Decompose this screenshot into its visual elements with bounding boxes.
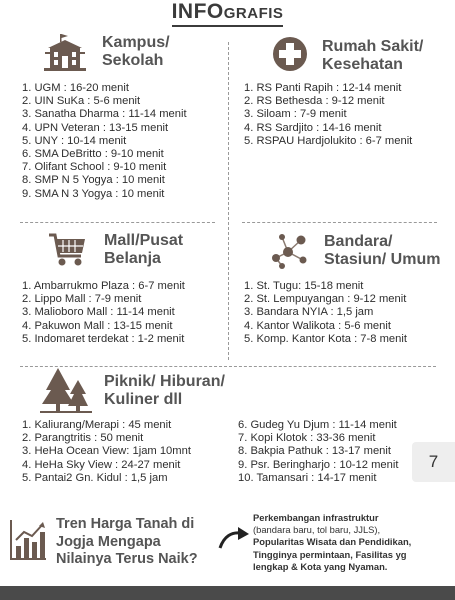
list-item: 4. HeHa Sky View : 24-27 menit bbox=[22, 458, 181, 471]
list-item: 4. UPN Veteran : 13-15 menit bbox=[22, 121, 169, 134]
list-item: 1. Kaliurang/Merapi : 45 menit bbox=[22, 419, 172, 431]
footer-question: Tren Harga Tanah di Jogja Mengapa Nilainya Terus Naik? bbox=[56, 516, 198, 567]
list-item: 1. UGM : 16-20 menit bbox=[22, 82, 129, 94]
list-item: 2. St. Lempuyangan : 9-12 menit bbox=[244, 293, 407, 306]
list-item: 8. SMP N 5 Yogya : 10 menit bbox=[22, 174, 165, 187]
curved-arrow-icon bbox=[218, 526, 250, 550]
list-item: 9. Psr. Beringharjo : 10-12 menit bbox=[238, 458, 399, 471]
mall-list bbox=[22, 280, 185, 346]
list-item: 9. SMA N 3 Yogya : 10 menit bbox=[22, 187, 165, 200]
list-item: 7. Kopi Klotok : 33-36 menit bbox=[238, 432, 376, 445]
list-item: 3. Siloam : 7-9 menit bbox=[244, 108, 347, 121]
rumah-sakit-list bbox=[244, 82, 412, 148]
row-divider-left bbox=[20, 222, 215, 223]
list-item: 6. SMA DeBritto : 9-10 menit bbox=[22, 148, 164, 161]
footer bbox=[0, 504, 455, 600]
kampus-header bbox=[44, 32, 170, 72]
footer-bar bbox=[0, 586, 455, 600]
list-item: 1. Ambarrukmo Plaza : 6-7 menit bbox=[22, 280, 185, 292]
list-item: 5. Komp. Kantor Kota : 7-8 menit bbox=[244, 332, 407, 345]
list-item: 10. Tamansari : 14-17 menit bbox=[238, 471, 377, 484]
list-item: 2. Lippo Mall : 7-9 menit bbox=[22, 293, 142, 306]
trees-icon bbox=[40, 366, 92, 414]
row-divider-right bbox=[242, 222, 437, 223]
list-item: 8. Bakpia Pathuk : 13-17 menit bbox=[238, 445, 391, 458]
list-item: 4. Pakuwon Mall : 13-15 menit bbox=[22, 319, 173, 332]
rumah-sakit-header bbox=[272, 34, 423, 74]
shopping-cart-icon bbox=[48, 232, 86, 268]
list-item: 5. UNY : 10-14 menit bbox=[22, 134, 127, 147]
title-prefix: INFO bbox=[171, 0, 224, 23]
mall-title: Mall/Pusat Belanja bbox=[104, 232, 184, 267]
list-item: 4. Kantor Walikota : 5-6 menit bbox=[244, 319, 391, 332]
page-title bbox=[0, 0, 455, 27]
piknik-list-left bbox=[22, 419, 191, 485]
list-item: 2. RS Bethesda : 9-12 menit bbox=[244, 95, 385, 108]
list-item: 5. Indomaret terdekat : 1-2 menit bbox=[22, 332, 185, 345]
list-item: 1. St. Tugu: 15-18 menit bbox=[244, 280, 364, 292]
column-divider bbox=[228, 42, 229, 360]
piknik-list-right bbox=[238, 419, 398, 485]
list-item: 5. RSPAU Hardjolukito : 6-7 menit bbox=[244, 134, 413, 147]
piknik-header bbox=[40, 366, 225, 414]
kampus-title: Kampus/ Sekolah bbox=[102, 34, 170, 69]
list-item: 2. UIN SuKa : 5-6 menit bbox=[22, 95, 141, 108]
list-item: 3. Malioboro Mall : 11-14 menit bbox=[22, 306, 175, 319]
bandara-title: Bandara/ Stasiun/ Umum bbox=[324, 233, 441, 268]
list-item: 1. RS Panti Rapih : 12-14 menit bbox=[244, 82, 402, 94]
mall-header bbox=[48, 232, 183, 268]
title-suffix: GRAFIS bbox=[223, 5, 284, 22]
bandara-header bbox=[268, 232, 440, 270]
kampus-list bbox=[22, 82, 187, 201]
page-number: 7 bbox=[412, 442, 455, 482]
list-item: 3. Sanatha Dharma : 11-14 menit bbox=[22, 108, 187, 121]
chart-growth-icon bbox=[10, 520, 46, 560]
piknik-title: Piknik/ Hiburan/ Kuliner dll bbox=[104, 373, 225, 408]
bandara-list bbox=[244, 280, 407, 346]
list-item: 4. RS Sardjito : 14-16 menit bbox=[244, 121, 382, 134]
rumah-sakit-title: Rumah Sakit/ Kesehatan bbox=[322, 38, 424, 73]
list-item: 7. Olifant School : 9-10 menit bbox=[22, 161, 167, 174]
list-item: 3. Bandara NYIA : 1,5 jam bbox=[244, 306, 374, 319]
network-icon bbox=[268, 232, 310, 270]
school-icon bbox=[44, 32, 86, 72]
medical-cross-icon bbox=[272, 36, 308, 72]
list-item: 3. HeHa Ocean View: 1jam 10mnt bbox=[22, 445, 191, 458]
list-item: 2. Parangtritis : 50 menit bbox=[22, 432, 144, 445]
list-item: 6. Gudeg Yu Djum : 11-14 menit bbox=[238, 419, 397, 431]
footer-answer: Perkembangan infrastruktur (bandara baru, tol baru, JJLS), Popularitas Wisata dan Pendidikan, Tingginya permintaan, Fasilitas yg lengkap & Kota yang Nyaman. bbox=[253, 512, 412, 572]
list-item: 5. Pantai2 Gn. Kidul : 1,5 jam bbox=[22, 471, 168, 484]
